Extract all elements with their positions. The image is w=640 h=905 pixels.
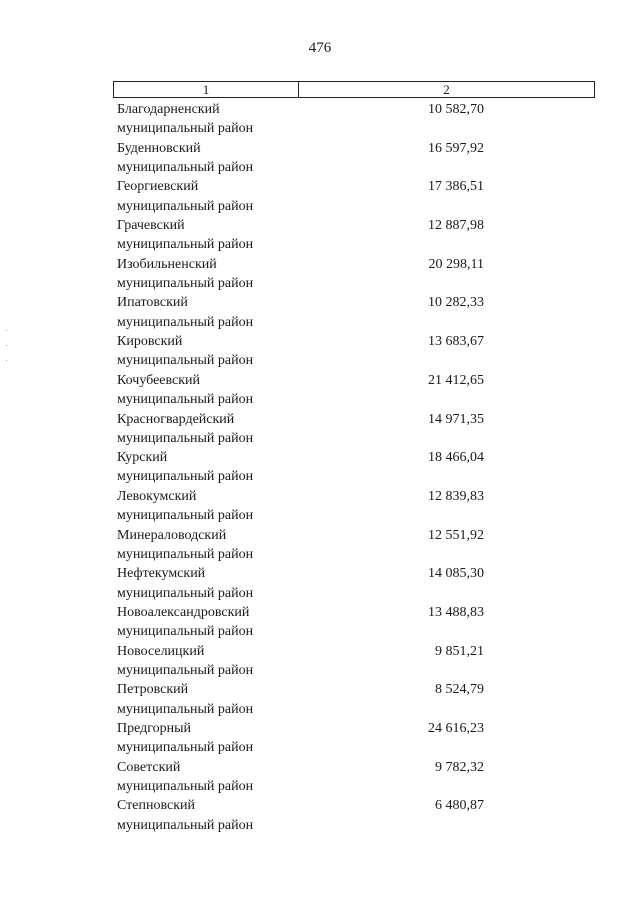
district-name — [117, 371, 253, 410]
district-name — [117, 758, 253, 797]
district-value: 10 582,70 — [428, 102, 484, 117]
district-name-line2: муниципальный район — [117, 469, 254, 485]
district-name-line1: Благодарненский — [117, 102, 220, 117]
district-name-line2: муниципальный район — [117, 740, 254, 756]
district-value: 8 524,79 — [435, 682, 484, 698]
district-name-line1: Ипатовский — [117, 295, 188, 311]
district-name — [117, 216, 253, 255]
district-name-line2: муниципальный район — [117, 276, 254, 292]
table-row — [0, 371, 640, 410]
district-name-line2: муниципальный район — [117, 121, 254, 137]
district-name-line1: Петровский — [117, 682, 189, 698]
district-name — [117, 642, 253, 681]
district-name — [117, 293, 253, 332]
district-value: 13 488,83 — [428, 604, 484, 620]
district-name — [117, 680, 253, 719]
table-row — [0, 216, 640, 255]
district-name — [117, 564, 253, 603]
district-name-line2: муниципальный район — [117, 778, 254, 794]
district-name — [117, 332, 253, 371]
district-name-line1: Нефтекумский — [117, 566, 206, 582]
table-row — [0, 719, 640, 758]
district-name-line2: муниципальный район — [117, 662, 254, 678]
district-name-line1: Предгорный — [117, 721, 192, 736]
district-value: 20 298,11 — [428, 256, 484, 272]
district-value: 12 887,98 — [428, 218, 484, 234]
district-name-line1: Степновский — [117, 798, 195, 814]
table-row — [0, 680, 640, 719]
district-value: 12 551,92 — [428, 527, 484, 543]
district-value: 24 616,23 — [428, 721, 484, 736]
district-name — [117, 719, 253, 758]
table-row — [0, 100, 640, 139]
district-value: 6 480,87 — [435, 798, 484, 814]
table-row — [0, 796, 640, 835]
district-value: 12 839,83 — [428, 488, 484, 504]
district-name — [117, 796, 253, 835]
district-name-line2: муниципальный район — [117, 508, 254, 524]
district-value: 10 282,33 — [428, 295, 484, 311]
district-value: 16 597,92 — [428, 140, 484, 156]
district-name-line1: Новоалександровский — [117, 604, 250, 620]
district-name — [117, 448, 253, 487]
table-row — [0, 293, 640, 332]
district-name-line1: Левокумский — [117, 488, 197, 504]
district-name — [117, 603, 253, 642]
table-row — [0, 526, 640, 565]
district-name-line2: муниципальный район — [117, 546, 254, 562]
district-name-line2: муниципальный район — [117, 701, 254, 717]
district-value: 14 085,30 — [428, 566, 484, 582]
district-name-line2: муниципальный район — [117, 430, 254, 446]
table-row — [0, 564, 640, 603]
district-name-line2: муниципальный район — [117, 585, 254, 601]
district-name-line1: Минераловодский — [117, 527, 227, 543]
district-name — [117, 487, 253, 526]
district-name-line2: муниципальный район — [117, 817, 254, 833]
district-name-line1: Новоселицкий — [117, 643, 205, 659]
district-name — [117, 100, 253, 139]
district-name-line2: муниципальный район — [117, 392, 254, 408]
table-row — [0, 758, 640, 797]
district-name — [117, 410, 253, 449]
district-name-line1: Георгиевский — [117, 179, 199, 195]
table-row — [0, 603, 640, 642]
table-body — [0, 100, 640, 835]
district-name-line1: Кировский — [117, 334, 183, 350]
table-header — [113, 81, 595, 98]
table-row — [0, 255, 640, 294]
district-name-line2: муниципальный район — [117, 624, 254, 640]
district-name-line1: Буденновский — [117, 140, 201, 156]
district-name-line1: Изобильненский — [117, 256, 217, 272]
district-name-line2: муниципальный район — [117, 159, 254, 175]
district-value: 18 466,04 — [428, 450, 484, 466]
table-row — [0, 177, 640, 216]
district-name-line1: Грачевский — [117, 218, 185, 234]
district-name-line2: муниципальный район — [117, 353, 254, 369]
table-row — [0, 448, 640, 487]
table-row — [0, 332, 640, 371]
table-row — [0, 139, 640, 178]
district-name-line2: муниципальный район — [117, 314, 254, 330]
column-header-1: 1 — [114, 82, 299, 97]
district-name-line1: Кочубеевский — [117, 372, 201, 388]
district-name-line2: муниципальный район — [117, 198, 254, 214]
district-value: 17 386,51 — [428, 179, 484, 195]
district-value: 9 851,21 — [435, 643, 484, 659]
district-name — [117, 139, 253, 178]
district-value: 13 683,67 — [428, 334, 484, 350]
table-row — [0, 642, 640, 681]
table-row — [0, 410, 640, 449]
district-name-line1: Красногвардейский — [117, 411, 235, 427]
column-header-2: 2 — [443, 82, 450, 97]
district-name — [117, 255, 253, 294]
district-name-line1: Советский — [117, 759, 181, 775]
district-name-line1: Курский — [117, 450, 168, 466]
district-name — [117, 177, 253, 216]
table-row — [0, 487, 640, 526]
district-value: 21 412,65 — [428, 372, 484, 388]
page-number: 476 — [308, 40, 332, 56]
district-value: 9 782,32 — [435, 759, 484, 775]
district-value: 14 971,35 — [428, 411, 484, 427]
district-name — [117, 526, 253, 565]
district-name-line2: муниципальный район — [117, 237, 254, 253]
